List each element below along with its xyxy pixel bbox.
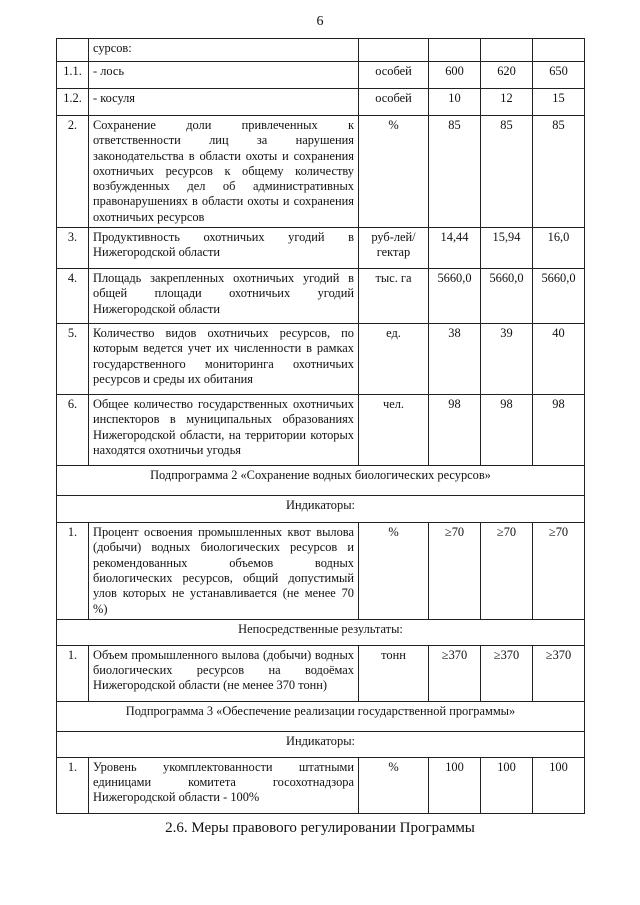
row-value-3: 5660,0 [533, 269, 585, 324]
row-name: Общее количество государственных охотничьих инспекторов в муниципальных образованиях Нижегородской области, на территории которых находятся охотничьи угодья [89, 395, 359, 466]
row-value-1: ≥70 [429, 523, 481, 620]
table-row [57, 523, 585, 620]
row-value-1: 98 [429, 395, 481, 466]
row-number: 3. [57, 228, 89, 269]
row-value-3: ≥70 [533, 523, 585, 620]
row-value-2: 85 [481, 116, 533, 228]
row-value-3: 100 [533, 757, 585, 813]
subprogram-3-title: Подпрограмма 3 «Обеспечение реализации государственной программы» [57, 701, 585, 731]
indicators-label-row [57, 496, 585, 523]
row-unit: % [359, 757, 429, 813]
row-name: Уровень укомплектованности штатными единицами комитета госохотнадзора Нижегородской области - 100% [89, 757, 359, 813]
indicators-label: Индикаторы: [57, 731, 585, 757]
subprogram-2-title: Подпрограмма 2 «Сохранение водных биологических ресурсов» [57, 466, 585, 496]
indicators-label-row [57, 731, 585, 757]
indicators-table [56, 38, 585, 814]
row-unit: чел. [359, 395, 429, 466]
row-value-2: 100 [481, 757, 533, 813]
row-unit: особей [359, 89, 429, 116]
row-value-1: 10 [429, 89, 481, 116]
row-value-2: 5660,0 [481, 269, 533, 324]
row-value-1: 600 [429, 62, 481, 89]
table-row [57, 228, 585, 269]
subprogram-title-row [57, 701, 585, 731]
row-name: Процент освоения промышленных квот вылова (добычи) водных биологических ресурсов и рекомендованных объемов водных биологических ресурсов, общий допустимый улов которых не устанавливается (не менее 70 %) [89, 523, 359, 620]
row-name: Сохранение доли привлеченных к ответственности лиц за нарушения законодательства в области охоты и сохранения охотничьих ресурсов к общему количеству возбужденных дел об административных правонарушениях в области охоты и сохранения охотничьих ресурсов [89, 116, 359, 228]
row-value-3: ≥370 [533, 645, 585, 701]
row-unit: % [359, 523, 429, 620]
row-unit: руб-лей/гектар [359, 228, 429, 269]
row-value-3: 650 [533, 62, 585, 89]
row-value-2: 39 [481, 324, 533, 395]
row-value-2: ≥70 [481, 523, 533, 620]
row-name: - косуля [89, 89, 359, 116]
page-number: 6 [316, 14, 324, 29]
table-row [57, 89, 585, 116]
results-label: Непосредственные результаты: [57, 619, 585, 645]
row-unit: % [359, 116, 429, 228]
row-name: Площадь закрепленных охотничьих угодий в общей площади охотничьих угодий Нижегородской области [89, 269, 359, 324]
table-row [57, 645, 585, 701]
row-value-3: 15 [533, 89, 585, 116]
indicators-label: Индикаторы: [57, 496, 585, 523]
table-row [57, 116, 585, 228]
row-unit: тонн [359, 645, 429, 701]
table-row [57, 395, 585, 466]
row-number [57, 39, 89, 62]
section-heading: 2.6. Меры правового регулировании Программы [165, 820, 475, 836]
results-label-row [57, 619, 585, 645]
row-number: 1.1. [57, 62, 89, 89]
row-value-1: 5660,0 [429, 269, 481, 324]
row-value-2 [481, 39, 533, 62]
row-number: 1. [57, 757, 89, 813]
row-value-1: 100 [429, 757, 481, 813]
row-value-1: 85 [429, 116, 481, 228]
row-value-2: ≥370 [481, 645, 533, 701]
subprogram-title-row [57, 466, 585, 496]
row-value-1 [429, 39, 481, 62]
table-row [57, 757, 585, 813]
row-name: - лось [89, 62, 359, 89]
table-row [57, 269, 585, 324]
row-name: Объем промышленного вылова (добычи) водных биологических ресурсов на водоёмах Нижегородской области (не менее 370 тонн) [89, 645, 359, 701]
row-unit: тыс. га [359, 269, 429, 324]
row-number: 4. [57, 269, 89, 324]
row-number: 5. [57, 324, 89, 395]
row-value-1: 38 [429, 324, 481, 395]
row-value-3: 16,0 [533, 228, 585, 269]
row-value-3: 40 [533, 324, 585, 395]
row-value-1: ≥370 [429, 645, 481, 701]
row-value-2: 98 [481, 395, 533, 466]
row-name: Количество видов охотничьих ресурсов, по которым ведется учет их численности в рамках государственного мониторинга охотничьих ресурсов и среды их обитания [89, 324, 359, 395]
row-unit: особей [359, 62, 429, 89]
row-value-3 [533, 39, 585, 62]
row-value-2: 620 [481, 62, 533, 89]
row-number: 1.2. [57, 89, 89, 116]
row-value-1: 14,44 [429, 228, 481, 269]
table-row [57, 39, 585, 62]
row-value-3: 85 [533, 116, 585, 228]
row-value-3: 98 [533, 395, 585, 466]
row-name: Продуктивность охотничьих угодий в Нижегородской области [89, 228, 359, 269]
row-name: сурсов: [89, 39, 359, 62]
row-unit [359, 39, 429, 62]
row-unit: ед. [359, 324, 429, 395]
table-row [57, 62, 585, 89]
row-value-2: 15,94 [481, 228, 533, 269]
row-number: 6. [57, 395, 89, 466]
row-number: 1. [57, 645, 89, 701]
row-number: 2. [57, 116, 89, 228]
row-number: 1. [57, 523, 89, 620]
table-row [57, 324, 585, 395]
row-value-2: 12 [481, 89, 533, 116]
